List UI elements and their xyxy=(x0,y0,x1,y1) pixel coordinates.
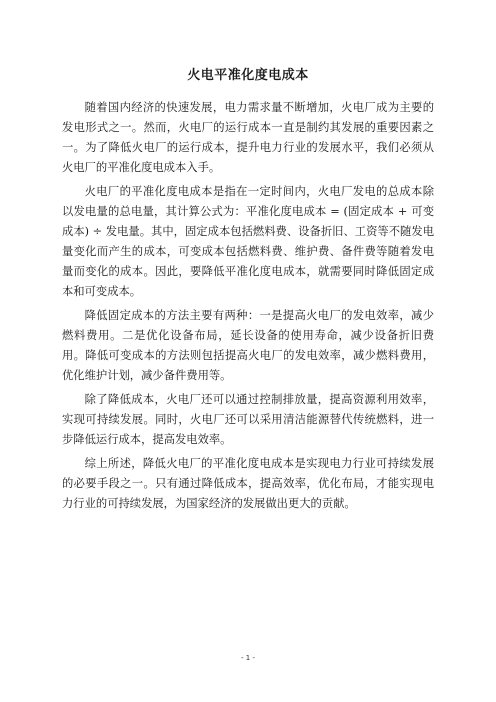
document-body xyxy=(62,98,434,518)
page-number: - 1 - xyxy=(241,654,255,662)
paragraph-5: 综上所述，降低火电厂的平准化度电成本是实现电力行业可持续发展的必要手段之一。只有通过降低成本，提高效率，优化布局，才能实现电力行业的可持续发展，为国家经济的发展做出更大的贡献。 xyxy=(62,457,434,510)
document-title: 火电平准化度电成本 xyxy=(187,68,309,83)
paragraph-4: 除了降低成本，火电厂还可以通过控制排放量，提高资源利用效率，实现可持续发展。同时，火电厂还可以采用清洁能源替代传统燃料，进一步降低运行成本，提高发电效率。 xyxy=(62,393,434,446)
paragraph-3: 降低固定成本的方法主要有两种：一是提高火电厂的发电效率，减少燃料费用。二是优化设备布局，延长设备的使用寿命，减少设备折旧费用。降低可变成本的方法则包括提高火电厂的发电效率，减少燃料费用，优化维护计划，减少备件费用等。 xyxy=(62,309,434,382)
paragraph-2: 火电厂的平准化度电成本是指在一定时间内，火电厂发电的总成本除以发电量的总电量，其计算公式为：平准化度电成本 = (固定成本 + 可变成本) ÷ 发电量。其中，固定成本包括燃料费、设备折旧、工资等不随发电量变化而产生的成本，可变成本包括燃料费、维护费、备件费等随着发电量而变化的成本。因此，要降低平准化度电成本，就需要同时降低固定成本和可变成本。 xyxy=(62,185,434,298)
paragraph-1: 随着国内经济的快速发展，电力需求量不断增加，火电厂成为主要的发电形式之一。然而，火电厂的运行成本一直是制约其发展的重要因素之一。为了降低火电厂的运行成本，提升电力行业的发展水平，我们必须从火电厂的平准化度电成本入手。 xyxy=(62,101,434,174)
